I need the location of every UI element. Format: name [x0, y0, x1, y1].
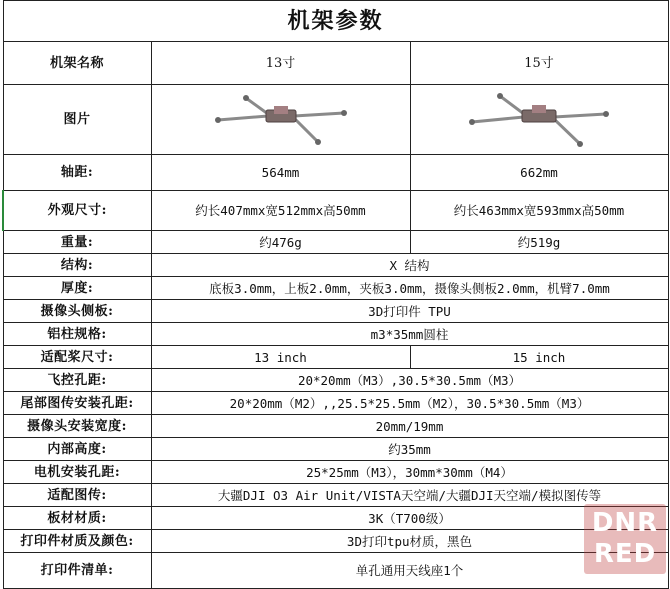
wheelbase-15: 662mm: [410, 155, 668, 191]
watermark-line-2: RED: [593, 539, 657, 569]
camera-side-plate-value: 3D打印件 TPU: [151, 300, 668, 323]
row-label-camera-side-plate: 摄像头侧板:: [3, 300, 151, 323]
internal-height-value: 约35mm: [151, 438, 668, 461]
motor-mount-value: 25*25mm（M3），30mm*30mm（M4）: [151, 461, 668, 484]
row-label-weight: 重量:: [3, 231, 151, 254]
watermark-logo: [584, 504, 666, 574]
fc-mount-value: 20*20mm（M3）,30.5*30.5mm（M3）: [151, 369, 668, 392]
drone-frame-13-image: [206, 92, 356, 148]
dimensions-15: 约长463mmx宽593mmx高50mm: [410, 191, 668, 231]
row-label-wheelbase: 轴距:: [3, 155, 151, 191]
row-label-structure: 结构:: [3, 254, 151, 277]
wheelbase-13: 564mm: [151, 155, 410, 191]
structure-value: X 结构: [151, 254, 668, 277]
weight-15: 约519g: [410, 231, 668, 254]
row-label-frame-name: 机架名称: [3, 42, 151, 85]
plate-material-value: 3K（T700级）: [151, 507, 668, 530]
table-title: 机架参数: [3, 1, 668, 42]
thickness-value: 底板3.0mm，上板2.0mm，夹板3.0mm，摄像头侧板2.0mm，机臂7.0mm: [151, 277, 668, 300]
vtx-mount-value: 20*20mm（M2）,,25.5*25.5mm（M2），30.5*30.5mm（M3）: [151, 392, 668, 415]
camera-width-value: 20mm/19mm: [151, 415, 668, 438]
row-label-plate-material: 板材材质:: [3, 507, 151, 530]
drone-frame-15-image: [464, 92, 614, 148]
row-label-fc-mount: 飞控孔距:: [3, 369, 151, 392]
watermark-line-1: DNR: [591, 508, 659, 538]
spec-sheet: [2, 0, 667, 576]
row-label-motor-mount: 电机安装孔距:: [3, 461, 151, 484]
header-13-inch: 13寸: [151, 42, 410, 85]
row-label-standoff-spec: 铝柱规格:: [3, 323, 151, 346]
row-label-thickness: 厚度:: [3, 277, 151, 300]
frame-parameters-table: [2, 0, 669, 589]
row-label-internal-height: 内部高度:: [3, 438, 151, 461]
prop-size-15: 15 inch: [410, 346, 668, 369]
row-label-print-list: 打印件清单:: [3, 553, 151, 589]
weight-13: 约476g: [151, 231, 410, 254]
row-label-vtx-mount: 尾部图传安装孔距:: [3, 392, 151, 415]
standoff-spec-value: m3*35mm圆柱: [151, 323, 668, 346]
row-label-compatible-vtx: 适配图传:: [3, 484, 151, 507]
row-label-print-material: 打印件材质及颜色:: [3, 530, 151, 553]
print-list-value: 单孔通用天线座1个: [151, 553, 668, 589]
prop-size-13: 13 inch: [151, 346, 410, 369]
row-label-camera-width: 摄像头安装宽度:: [3, 415, 151, 438]
row-label-dimensions: 外观尺寸:: [3, 191, 151, 231]
compatible-vtx-value: 大疆DJI O3 Air Unit/VISTA天空端/大疆DJI天空端/模拟图传等: [151, 484, 668, 507]
row-label-prop-size: 适配桨尺寸:: [3, 346, 151, 369]
frame-image-15: [410, 85, 668, 155]
print-material-value: 3D打印tpu材质，黑色: [151, 530, 668, 553]
row-label-image: 图片: [3, 85, 151, 155]
frame-image-13: [151, 85, 410, 155]
dimensions-13: 约长407mmx宽512mmx高50mm: [151, 191, 410, 231]
header-15-inch: 15寸: [410, 42, 668, 85]
